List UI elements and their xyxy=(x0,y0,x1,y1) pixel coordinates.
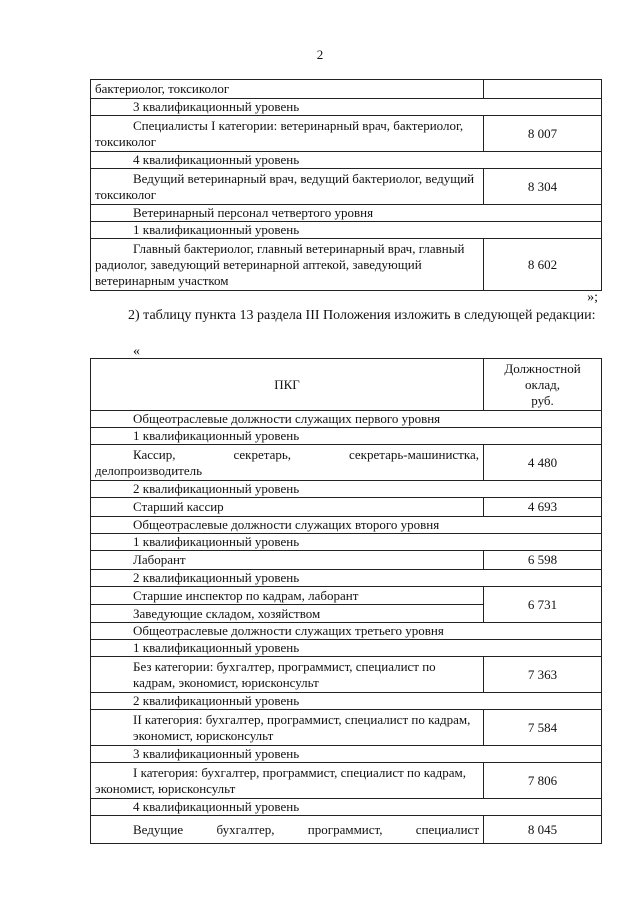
table-cell-level: 1 квалификационный уровень xyxy=(91,640,602,657)
instruction-paragraph: 2) таблицу пункта 13 раздела III Положения изложить в следующей редакции: xyxy=(128,308,596,323)
table-cell-level: 2 квалификационный уровень xyxy=(91,570,602,587)
table-cell-level: 4 квалификационный уровень xyxy=(91,799,602,816)
table-cell-name: Старшие инспектор по кадрам, лаборант xyxy=(91,587,484,605)
table-cell-salary: 8 602 xyxy=(484,239,602,291)
table-row xyxy=(91,623,602,640)
header-salary-line: оклад, xyxy=(525,376,560,392)
table-row xyxy=(91,799,602,816)
table-row xyxy=(91,152,602,169)
table-cell-level: Общеотраслевые должности служащих третьего уровня xyxy=(91,623,602,640)
table-cell-name: Главный бактериолог, главный ветеринарный врач, главный радиолог, заведующий ветеринарной аптекой, заведующий ветеринарным участком xyxy=(91,239,484,291)
table-cell-salary: 7 806 xyxy=(484,763,602,799)
table-row xyxy=(91,498,602,517)
table-row xyxy=(91,534,602,551)
table-cell-name: Без категории: бухгалтер, программист, специалист по кадрам, экономист, юрисконсульт xyxy=(91,657,484,693)
table-cell-name: Старший кассир xyxy=(91,498,484,517)
table-row xyxy=(91,80,602,99)
table-cell-level: 1 квалификационный уровень xyxy=(91,428,602,445)
table-row xyxy=(91,657,602,693)
table-cell-name: I категория: бухгалтер, программист, специалист по кадрам, экономист, юрисконсульт xyxy=(91,763,484,799)
table-cell-salary: 4 693 xyxy=(484,498,602,517)
table-row xyxy=(91,587,602,605)
table-row xyxy=(91,445,602,481)
table-row xyxy=(91,169,602,205)
closing-quote-mark: »; xyxy=(587,290,598,305)
table-cell-name: Ведущий ветеринарный врач, ведущий бактериолог, ведущий токсиколог xyxy=(91,169,484,205)
table-cell-salary: 7 363 xyxy=(484,657,602,693)
table-row xyxy=(91,205,602,222)
table-row xyxy=(91,481,602,498)
table-cell-level: 1 квалификационный уровень xyxy=(91,534,602,551)
page-number: 2 xyxy=(316,47,324,62)
table-cell-level: 2 квалификационный уровень xyxy=(91,481,602,498)
table-row xyxy=(91,99,602,116)
table-cell-level: 3 квалификационный уровень xyxy=(91,746,602,763)
table-row xyxy=(91,763,602,799)
table-row xyxy=(91,570,602,587)
table-cell-name: Специалисты I категории: ветеринарный врач, бактериолог, токсиколог xyxy=(91,116,484,152)
table-cell-level: 3 квалификационный уровень xyxy=(91,99,602,116)
table-cell-name: Заведующие складом, хозяйством xyxy=(91,605,484,623)
table-row xyxy=(91,640,602,657)
table-cell-salary xyxy=(484,80,602,99)
table-row xyxy=(91,551,602,570)
table-row xyxy=(91,517,602,534)
table-row xyxy=(91,710,602,746)
table-row xyxy=(91,816,602,844)
table-row xyxy=(91,411,602,428)
table-cell-salary: 8 304 xyxy=(484,169,602,205)
table-cell-salary: 6 731 xyxy=(484,587,602,623)
table-row xyxy=(91,693,602,710)
table-row xyxy=(91,116,602,152)
table-row xyxy=(91,746,602,763)
table-row xyxy=(91,428,602,445)
table-cell-name: бактериолог, токсиколог xyxy=(91,80,484,99)
table-cell-level: 2 квалификационный уровень xyxy=(91,693,602,710)
table-row xyxy=(91,222,602,239)
salary-table xyxy=(90,358,602,844)
table-cell-name: Кассир, секретарь, секретарь-машинистка, делопроизводитель xyxy=(91,445,484,481)
table-cell-salary: 8 045 xyxy=(484,816,602,844)
table-cell-salary: 4 480 xyxy=(484,445,602,481)
table-cell-salary: 7 584 xyxy=(484,710,602,746)
table-cell-name: Ведущие бухгалтер, программист, специалист xyxy=(91,816,484,844)
opening-quote-mark: « xyxy=(133,344,140,359)
table-cell-level: 1 квалификационный уровень xyxy=(91,222,602,239)
table-header-row xyxy=(91,359,602,411)
header-salary-line: Должностной xyxy=(504,360,581,376)
table-cell-level: Ветеринарный персонал четвертого уровня xyxy=(91,205,602,222)
table-cell-level: Общеотраслевые должности служащих первого уровня xyxy=(91,411,602,428)
header-salary xyxy=(484,359,602,411)
table-cell-salary: 8 007 xyxy=(484,116,602,152)
table-cell-name: II категория: бухгалтер, программист, специалист по кадрам, экономист, юрисконсульт xyxy=(91,710,484,746)
salary-table-continued xyxy=(90,79,602,291)
table-cell-salary: 6 598 xyxy=(484,551,602,570)
table-cell-level: 4 квалификационный уровень xyxy=(91,152,602,169)
header-salary-line: руб. xyxy=(531,392,554,408)
header-pkg: ПКГ xyxy=(91,359,484,411)
table-cell-level: Общеотраслевые должности служащих второго уровня xyxy=(91,517,602,534)
table-cell-name: Лаборант xyxy=(91,551,484,570)
table-row xyxy=(91,239,602,291)
